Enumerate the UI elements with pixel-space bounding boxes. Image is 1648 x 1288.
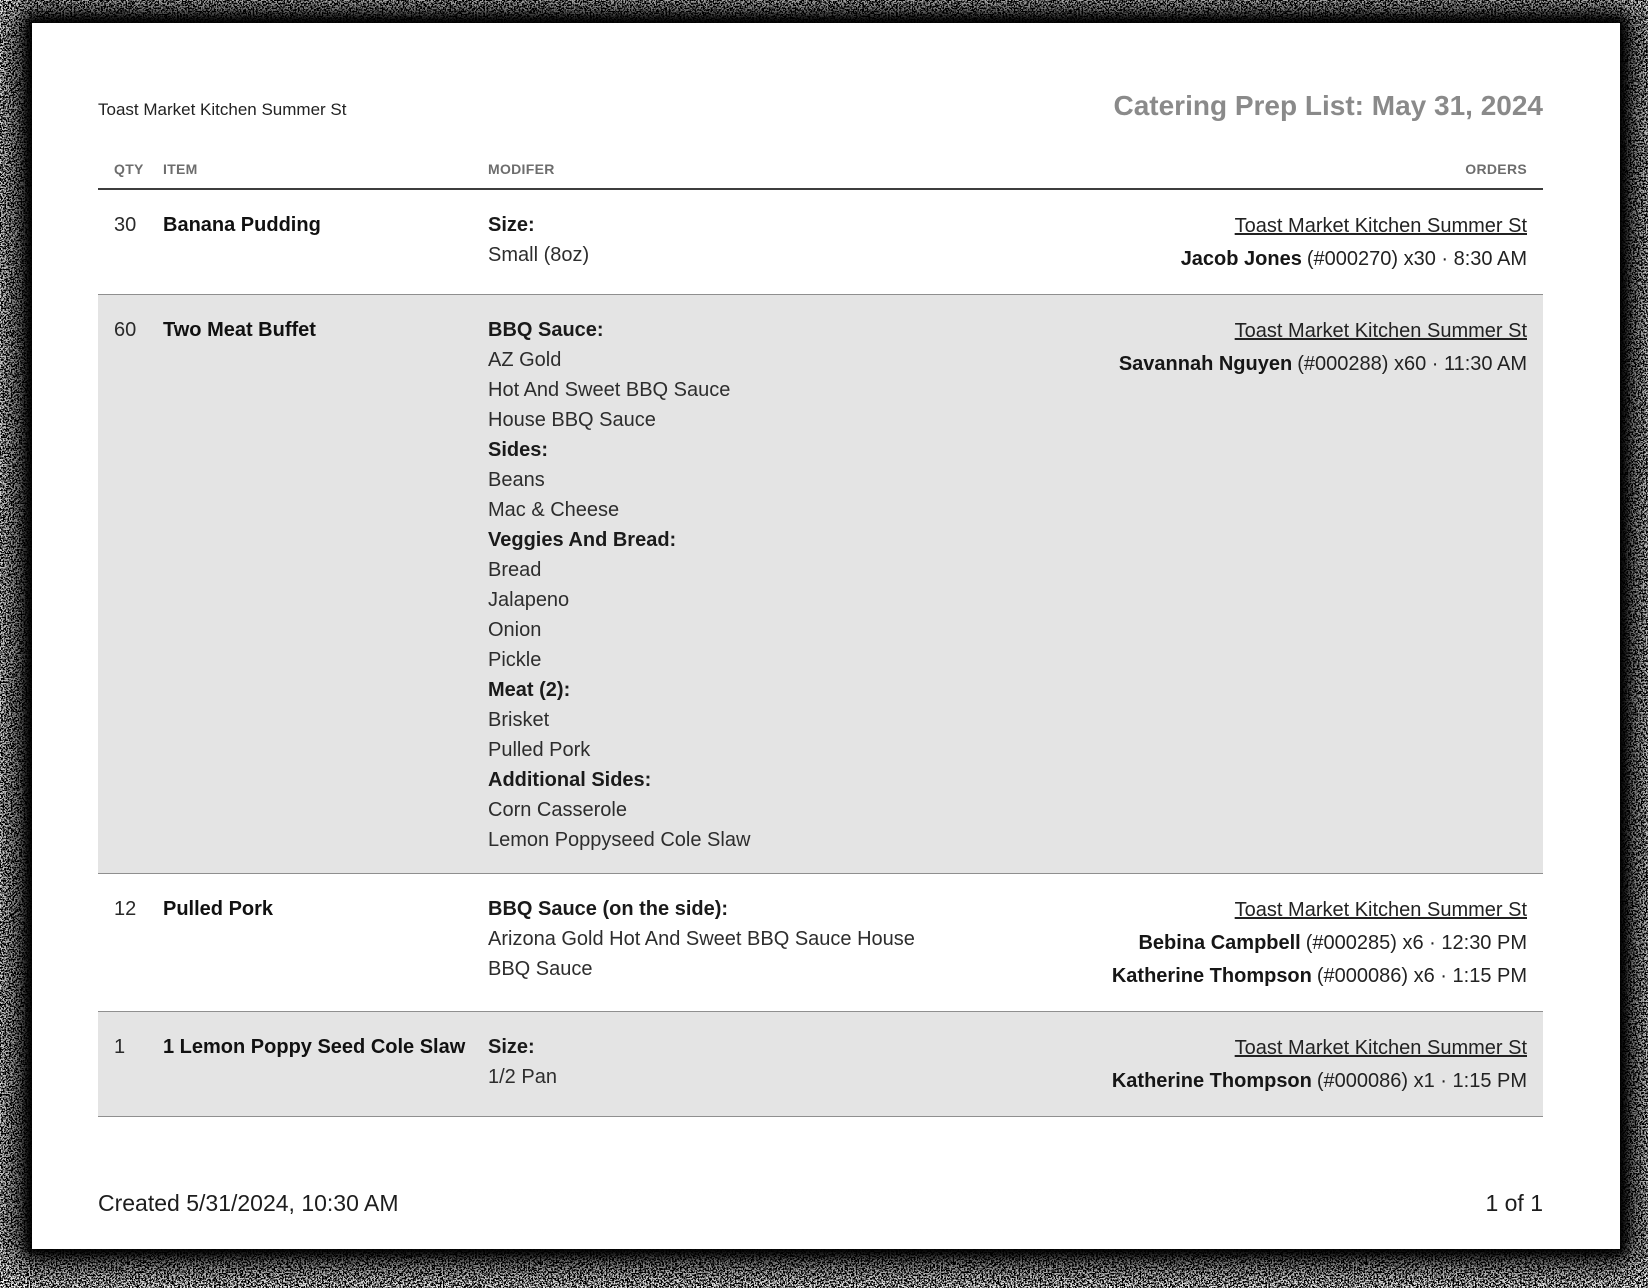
modifier-value: Small (8oz) [488,244,590,266]
modifier-cell [488,894,967,993]
modifier-value: Jalapeno [488,589,570,611]
order-details: (#000086) x1 · 1:15 PM [1316,1070,1527,1092]
modifier-value: Lemon Poppyseed Cole Slaw [488,829,751,851]
order-location [967,210,1527,243]
order-entries [967,927,1527,993]
order-entry [967,243,1527,276]
orders-cell [967,1032,1527,1098]
order-customer-name: Katherine Thompson [1111,1070,1312,1092]
order-entries [967,243,1527,276]
modifier-value: Corn Casserole [488,799,627,821]
table-row [98,1011,1543,1116]
modifier-group-label: BBQ Sauce: [488,319,604,341]
document-header [98,89,1543,123]
page-title: Catering Prep List: May 31, 2024 [1113,90,1543,121]
column-header-modifier: MODIFER [488,161,555,177]
modifier-cell [488,315,967,855]
prep-table [98,161,1543,1117]
modifier-value: Mac & Cheese [488,499,620,521]
page-number: 1 of 1 [1485,1190,1543,1216]
modifier-group-label: Additional Sides: [488,769,652,791]
order-location-link[interactable]: Toast Market Kitchen Summer St [1234,320,1527,342]
order-entry [967,927,1527,960]
modifier-group-label: Size: [488,214,535,236]
order-customer-name: Savannah Nguyen [1118,353,1293,375]
created-timestamp: Created 5/31/2024, 10:30 AM [98,1190,399,1216]
qty-cell: 12 [114,898,137,920]
order-customer-name: Katherine Thompson [1111,965,1312,987]
order-entry [967,960,1527,993]
modifier-value: 1/2 Pan [488,1066,557,1088]
column-header-qty: QTY [114,161,144,177]
document-footer [98,1189,1543,1217]
modifier-value: AZ Gold [488,349,562,371]
order-location [967,1032,1527,1065]
modifier-value: Pulled Pork [488,739,591,761]
column-header-item: ITEM [163,161,198,177]
order-entry [967,1065,1527,1098]
order-customer-name: Bebina Campbell [1138,932,1301,954]
modifier-value: Hot And Sweet BBQ Sauce [488,379,731,401]
modifier-value: House BBQ Sauce [488,409,656,431]
modifier-value: Arizona Gold Hot And Sweet BBQ Sauce House BBQ Sauce [488,928,915,980]
item-name: Pulled Pork [163,898,274,920]
column-header-orders: ORDERS [1465,161,1527,177]
modifier-value: Onion [488,619,542,641]
order-location [967,315,1527,348]
order-location-link[interactable]: Toast Market Kitchen Summer St [1234,1037,1527,1059]
modifier-group-label: BBQ Sauce (on the side): [488,898,729,920]
modifier-group-label: Size: [488,1036,535,1058]
modifier-value: Beans [488,469,545,491]
item-name: 1 Lemon Poppy Seed Cole Slaw [163,1036,466,1058]
orders-cell [967,894,1527,993]
order-location-link[interactable]: Toast Market Kitchen Summer St [1234,215,1527,237]
order-customer-name: Jacob Jones [1180,248,1302,270]
order-location [967,894,1527,927]
order-entry [967,348,1527,381]
modifier-value: Brisket [488,709,550,731]
orders-cell [967,315,1527,855]
order-location-link[interactable]: Toast Market Kitchen Summer St [1234,899,1527,921]
modifier-cell [488,210,967,276]
order-entries [967,1065,1527,1098]
orders-cell [967,210,1527,276]
order-entries [967,348,1527,381]
modifier-group-label: Meat (2): [488,679,571,701]
modifier-cell [488,1032,967,1098]
table-header-row [98,161,1543,190]
order-details: (#000086) x6 · 1:15 PM [1316,965,1527,987]
modifier-group-label: Veggies And Bread: [488,529,677,551]
order-details: (#000270) x30 · 8:30 AM [1306,248,1527,270]
modifier-value: Bread [488,559,542,581]
order-details: (#000288) x60 · 11:30 AM [1297,353,1527,375]
modifier-group-label: Sides: [488,439,549,461]
table-row [98,294,1543,873]
table-row [98,190,1543,294]
qty-cell: 60 [114,319,137,341]
report-page [32,23,1620,1249]
item-name: Two Meat Buffet [163,319,316,341]
order-details: (#000285) x6 · 12:30 PM [1305,932,1527,954]
modifier-value: Pickle [488,649,542,671]
qty-cell: 1 [114,1036,126,1058]
restaurant-name: Toast Market Kitchen Summer St [98,100,347,119]
prep-table-body [98,190,1543,1117]
item-name: Banana Pudding [163,214,321,236]
table-row [98,873,1543,1011]
qty-cell: 30 [114,214,137,236]
